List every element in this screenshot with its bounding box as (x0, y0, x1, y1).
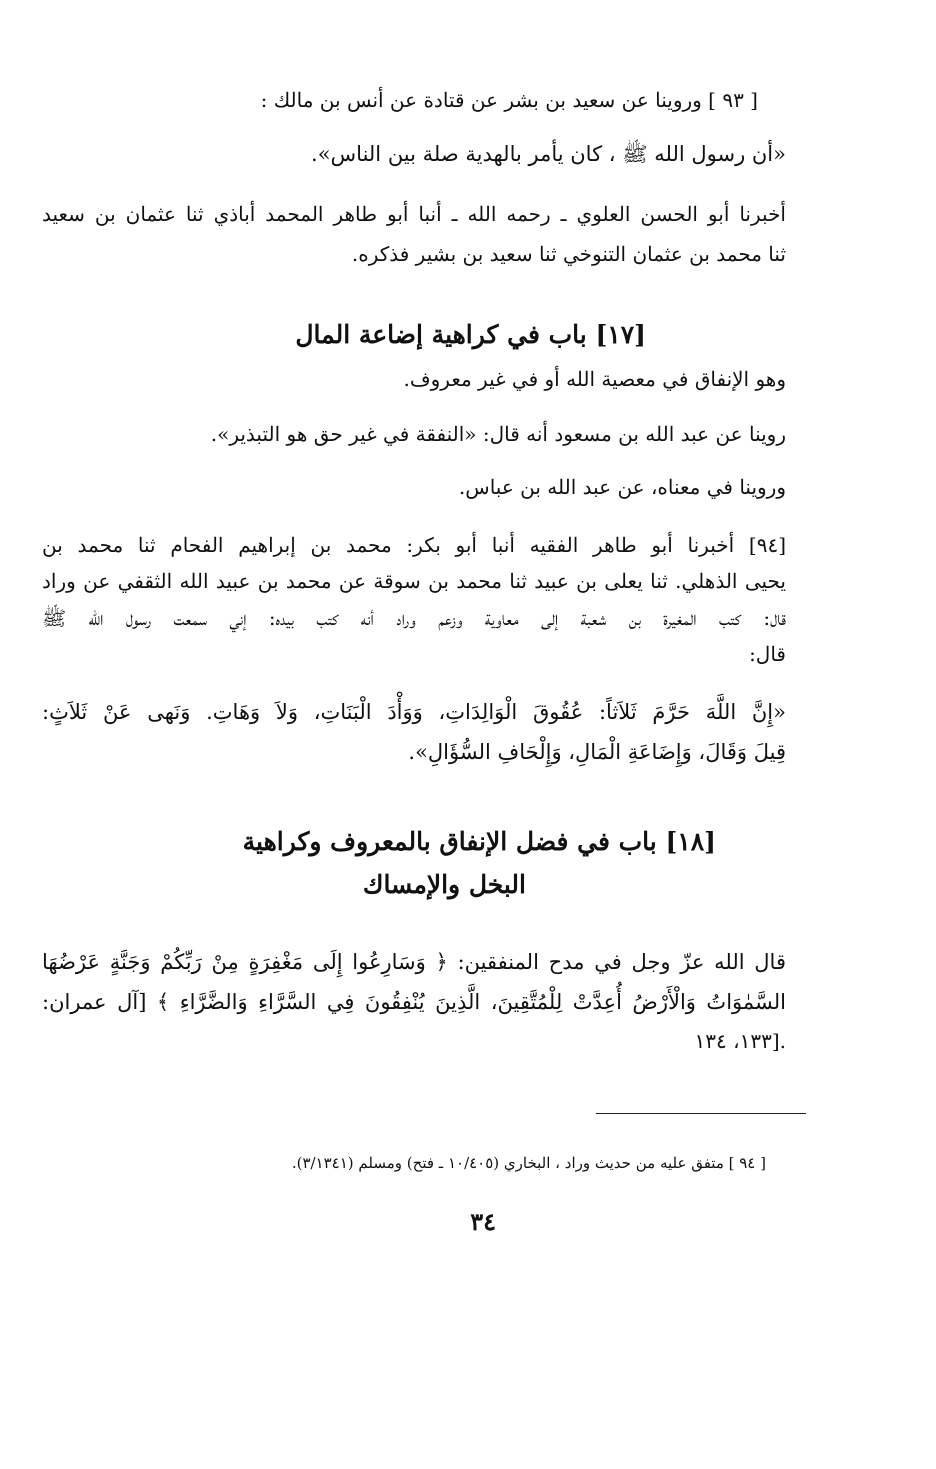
page-number: ٣٤ (470, 1207, 496, 1236)
hadith-93-intro: [ ٩٣ ] وروينا عن سعيد بن بشر عن قتادة عن أنس بن مالك : (260, 88, 758, 112)
section-18-heading-line-2: البخل والإمساك (362, 870, 526, 899)
quran-citation-line-2: السَّمٰوَاتُ وَالْأَرْضُ أُعِدَّتْ لِلْمُتَّقِينَ، الَّذِينَ يُنْفِقُونَ فِي السَّرَّاءِ وَالضَّرَّاءِ ﴾ [آل عمران: (42, 990, 786, 1014)
footnote-94: [ ٩٤ ] متفق عليه من حديث وراد ، البخاري (١٠/٤٠٥ ـ فتح) ومسلم (٣/١٣٤١). (291, 1154, 766, 1172)
section-18-heading-line-1: [١٨] باب في فضل الإنفاق بالمعروف وكراهية (242, 827, 716, 856)
hadith-94-line-3: قال: كتب المغيرة بن شعبة إلى معاوية وزعم وراد أنه كتب بيده: إني سمعت رسول الله ﷺ (42, 606, 786, 630)
quran-citation-line-1: قال الله عزّ وجل في مدح المنفقين: ﴿ وَسَارِعُوا إِلَى مَغْفِرَةٍ مِنْ رَبِّكُمْ وَجَنَّةٍ عَرْضُهَا (42, 950, 786, 974)
hadith-94-line-4: قال: (749, 642, 786, 666)
isnad-line-2: ثنا محمد بن عثمان التنوخي ثنا سعيد بن بشير فذكره. (351, 242, 786, 266)
quran-citation-line-3: ١٣٣، ١٣٤]. (694, 1029, 786, 1053)
section-17-definition: وهو الإنفاق في معصية الله أو في غير معروف. (403, 367, 786, 391)
isnad-line-1: أخبرنا أبو الحسن العلوي ـ رحمه الله ـ أنبا أبو طاهر المحمد أباذي ثنا عثمان بن سعيد (42, 202, 786, 226)
hadith-93-text: «أن رسول الله ﷺ ، كان يأمر بالهدية صلة بين الناس». (311, 142, 786, 166)
footnote-separator (596, 1113, 806, 1114)
ibn-abbas-report: وروينا في معناه، عن عبد الله بن عباس. (458, 475, 786, 499)
hadith-94-line-2: يحيى الذهلي. ثنا يعلى بن عبيد ثنا محمد بن سوقة عن محمد بن عبيد الله الثقفي عن وراد (42, 569, 786, 593)
section-17-heading: [١٧] باب في كراهية إضاعة المال (295, 320, 646, 349)
ibn-masud-report: روينا عن عبد الله بن مسعود أنه قال: «النفقة في غير حق هو التبذير». (210, 422, 786, 446)
hadith-94-matn-line-1: «إِنَّ اللَّهَ حَرَّمَ ثَلاَثاً: عُقُوقَ الْوَالِدَاتِ، وَوَأْدَ الْبَنَاتِ، وَلاَ وَهَاتِ. وَنَهى عَنْ ثَلاَثٍ: (42, 700, 786, 724)
hadith-94-line-1: [٩٤] أخبرنا أبو طاهر الفقيه أنبا أبو بكر: محمد بن إبراهيم الفحام ثنا محمد بن (42, 533, 786, 557)
hadith-94-matn-line-2: قِيلَ وَقَالَ، وَإِضَاعَةِ الْمَالِ، وَإِلْحَافِ السُّؤَالِ». (408, 740, 786, 764)
